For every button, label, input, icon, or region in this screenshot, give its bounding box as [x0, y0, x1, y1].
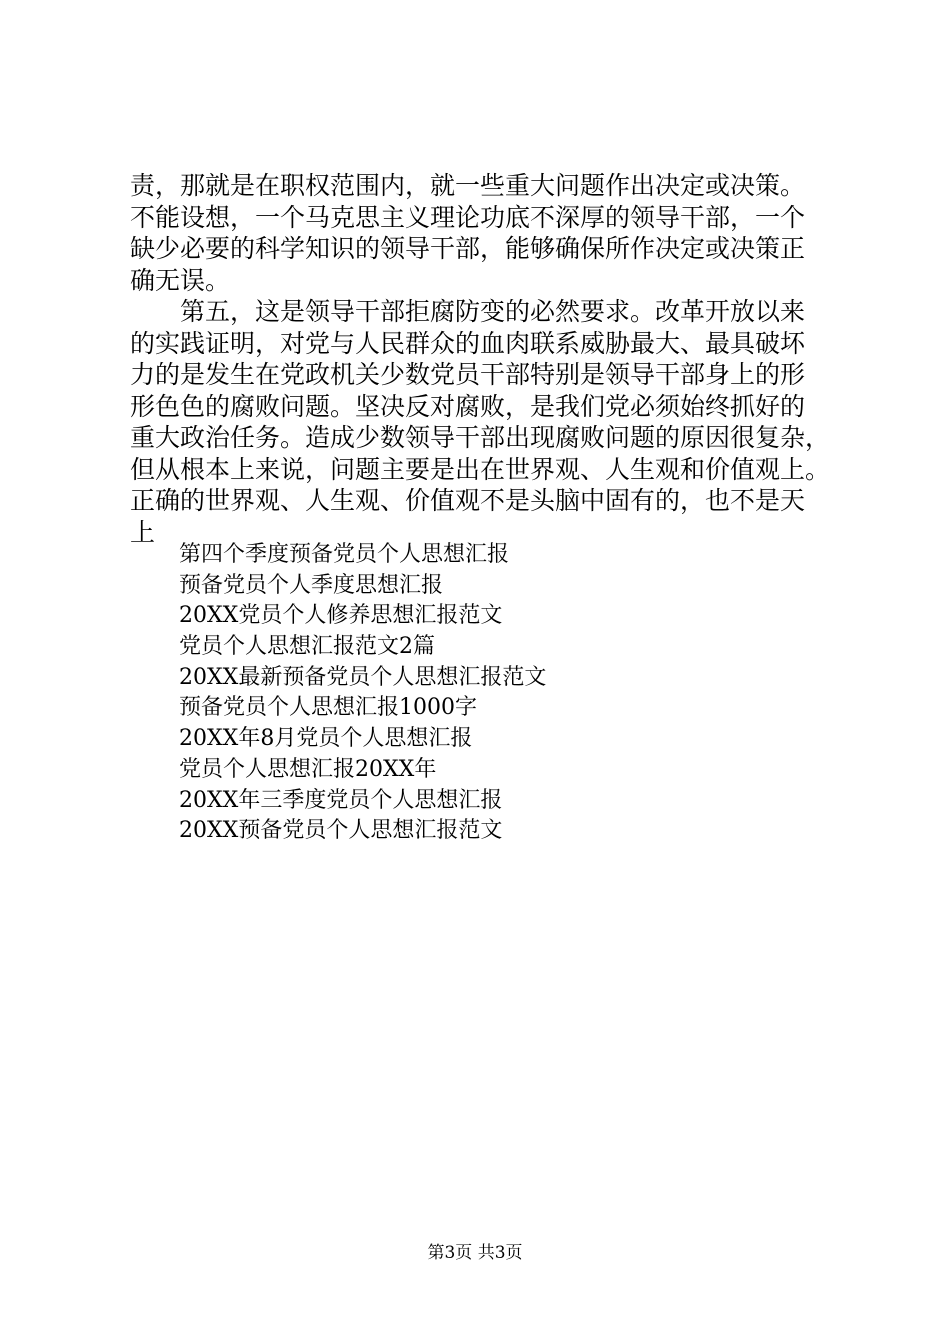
text-line: 不能设想，一个马克思主义理论功底不深厚的领导干部，一个 [130, 202, 806, 232]
text-line: 责，那就是在职权范围内，就一些重大问题作出决定或决策。 [130, 171, 806, 200]
related-link[interactable]: 第四个季度预备党员个人思想汇报 [179, 542, 510, 567]
related-link[interactable]: 预备党员个人思想汇报1000字 [179, 695, 477, 721]
related-links-list [179, 540, 779, 847]
text-line: 上 [130, 517, 156, 547]
body-text [130, 170, 842, 548]
text-line: 确无误。 [130, 265, 231, 295]
related-link[interactable]: 预备党员个人季度思想汇报 [179, 572, 444, 598]
page-number-footer: 第3页 共3页 [427, 1243, 523, 1263]
text-line: 形色色的腐败问题。坚决反对腐败，是我们党必须始终抓好的 [130, 391, 806, 421]
related-link[interactable]: 20XX党员个人修养思想汇报范文 [179, 603, 503, 629]
related-link[interactable]: 党员个人思想汇报20XX年 [179, 756, 437, 782]
related-link[interactable]: 党员个人思想汇报范文2篇 [179, 634, 435, 660]
text-line: 力的是发生在党政机关少数党员干部特别是领导干部身上的形 [130, 360, 806, 389]
text-line: 缺少必要的科学知识的领导干部，能够确保所作决定或决策正 [130, 234, 806, 263]
related-link[interactable]: 20XX最新预备党员个人思想汇报范文 [179, 664, 547, 690]
text-line: 第五，这是领导干部拒腐防变的必然要求。改革开放以来 [130, 297, 806, 326]
related-link[interactable]: 20XX年8月党员个人思想汇报 [179, 726, 473, 752]
text-line: 的实践证明，对党与人民群众的血肉联系威胁最大、最具破坏 [130, 328, 806, 358]
related-link[interactable]: 20XX年三季度党员个人思想汇报 [179, 787, 503, 813]
related-link[interactable]: 20XX预备党员个人思想汇报范文 [179, 818, 503, 844]
text-line: 正确的世界观、人生观、价值观不是头脑中固有的，也不是天 [130, 486, 806, 515]
text-line: 但从根本上来说，问题主要是出在世界观、人生观和价值观上。 [130, 454, 831, 484]
text-line: 重大政治任务。造成少数领导干部出现腐败问题的原因很复杂， [130, 423, 831, 452]
